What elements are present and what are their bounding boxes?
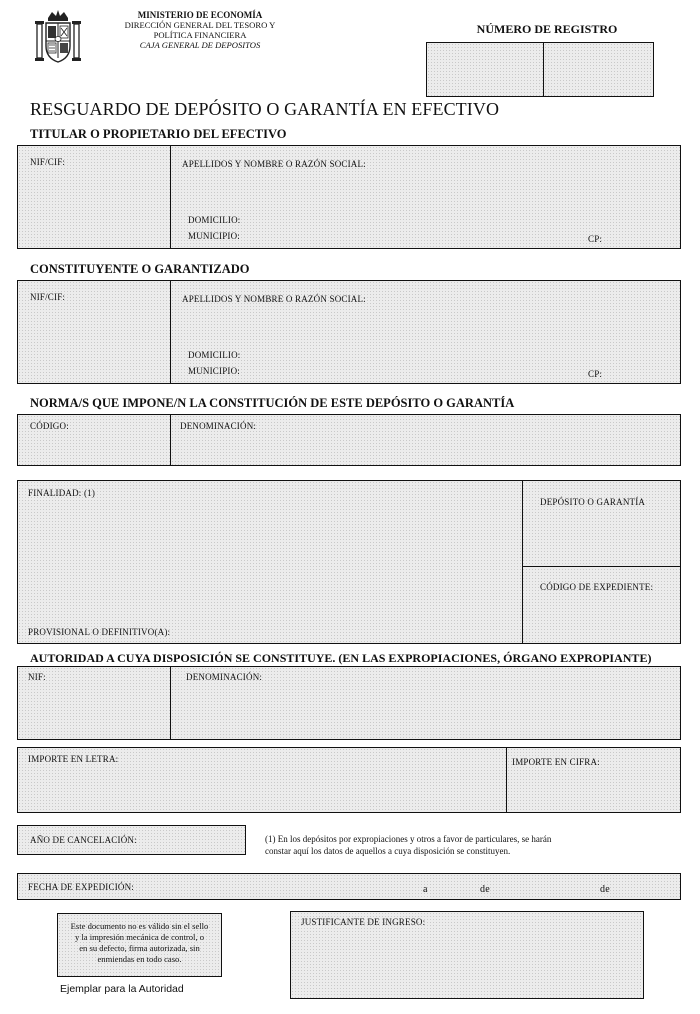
caja-line: CAJA GENERAL DE DEPOSITOS — [139, 40, 261, 50]
importe-box[interactable] — [17, 747, 681, 813]
provisional-label: PROVISIONAL O DEFINITIVO(A): — [28, 627, 171, 637]
norma-codigo-label: CÓDIGO: — [30, 421, 69, 431]
titular-heading: TITULAR O PROPIETARIO DEL EFECTIVO — [30, 127, 287, 141]
constituyente-box[interactable] — [17, 280, 681, 384]
norma-denominacion-label: DENOMINACIÓN: — [180, 421, 257, 431]
titular-box[interactable] — [17, 145, 681, 249]
constituyente-domicilio-label: DOMICILIO: — [188, 350, 241, 360]
ministry-name: MINISTERIO DE ECONOMÍA — [137, 10, 263, 20]
importe-cifra-label: IMPORTE EN CIFRA: — [512, 757, 600, 767]
finalidad-label: FINALIDAD: (1) — [28, 488, 96, 498]
finalidad-box[interactable] — [17, 480, 681, 644]
constituyente-apellidos-label: APELLIDOS Y NOMBRE O RAZÓN SOCIAL: — [182, 294, 366, 304]
constituyente-nif-label: NIF/CIF: — [30, 292, 66, 302]
expedicion-de-2: de — [600, 884, 610, 895]
autoridad-heading: AUTORIDAD A CUYA DISPOSICIÓN SE CONSTITUYE. (EN LAS EXPROPIACIONES, ÓRGANO EXPROPIANTE) — [30, 651, 652, 665]
validity-text — [58, 921, 221, 965]
titular-cp-label: CP: — [588, 234, 603, 244]
ministry-header — [100, 10, 300, 50]
justificante-box[interactable] — [290, 911, 644, 999]
directorate-line-2: POLÍTICA FINANCIERA — [153, 30, 247, 40]
validity-line-4: enmiendas en todo caso. — [97, 954, 182, 964]
norma-box[interactable] — [17, 414, 681, 466]
expedicion-box[interactable] — [17, 873, 681, 900]
titular-nif-label: NIF/CIF: — [30, 157, 66, 167]
registro-box[interactable] — [426, 42, 654, 97]
norma-heading: NORMA/S QUE IMPONE/N LA CONSTITUCIÓN DE ESTE DEPÓSITO O GARANTÍA — [30, 396, 515, 410]
validity-line-3: en su defecto, firma autorizada, sin — [79, 943, 200, 953]
cancelacion-note — [265, 833, 685, 857]
titular-domicilio-label: DOMICILIO: — [188, 215, 241, 225]
registro-label: NÚMERO DE REGISTRO — [476, 22, 618, 36]
titular-apellidos-label: APELLIDOS Y NOMBRE O RAZÓN SOCIAL: — [182, 159, 366, 169]
expedicion-a: a — [423, 884, 428, 895]
directorate-line: DIRECCIÓN GENERAL DEL TESORO Y — [124, 20, 276, 30]
note-line-1: (1) En los depósitos por expropiaciones y otros a favor de particulares, se harán — [265, 834, 552, 844]
cancelacion-label: AÑO DE CANCELACIÓN: — [30, 835, 137, 845]
validity-line-2: y la impresión mecánica de control, o — [74, 932, 205, 942]
coat-of-arms-icon — [34, 8, 82, 66]
expediente-label: CÓDIGO DE EXPEDIENTE: — [540, 582, 654, 592]
constituyente-municipio-label: MUNICIPIO: — [188, 366, 241, 376]
importe-letra-label: IMPORTE EN LETRA: — [28, 754, 119, 764]
autoridad-nif-label: NIF: — [28, 672, 46, 682]
expedicion-de-1: de — [480, 884, 490, 895]
note-line-2: constar aquí los datos de aquellos a cuya disposición se constituyen. — [265, 846, 511, 856]
deposito-garantia-label: DEPÓSITO O GARANTÍA — [540, 497, 646, 507]
cancelacion-box[interactable] — [17, 825, 246, 855]
justificante-label: JUSTIFICANTE DE INGRESO: — [301, 917, 426, 927]
expedicion-label: FECHA DE EXPEDICIÓN: — [28, 882, 135, 892]
validity-line-1: Este documento no es válido sin el sello — [70, 921, 209, 931]
document-title: RESGUARDO DE DEPÓSITO O GARANTÍA EN EFECTIVO — [30, 99, 500, 119]
autoridad-box[interactable] — [17, 666, 681, 740]
constituyente-cp-label: CP: — [588, 369, 603, 379]
constituyente-heading: CONSTITUYENTE O GARANTIZADO — [30, 262, 250, 276]
validity-box — [57, 913, 222, 977]
titular-municipio-label: MUNICIPIO: — [188, 231, 241, 241]
autoridad-denominacion-label: DENOMINACIÓN: — [186, 672, 263, 682]
ejemplar-label: Ejemplar para la Autoridad — [60, 983, 184, 995]
